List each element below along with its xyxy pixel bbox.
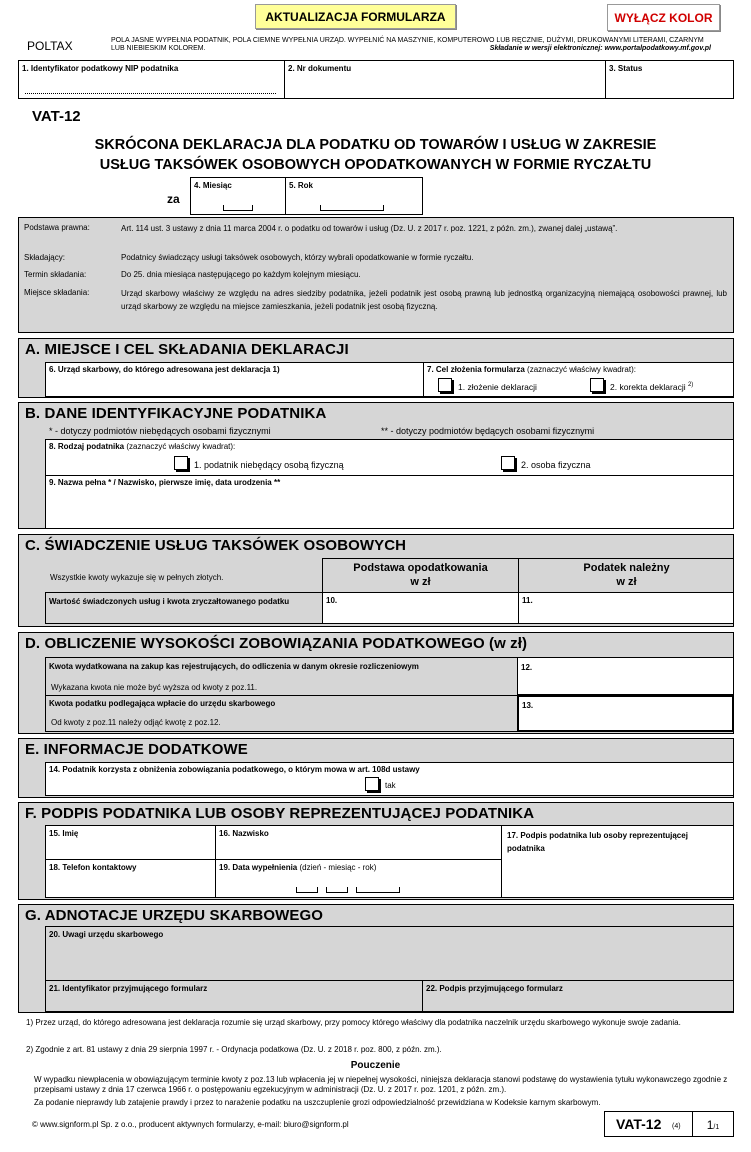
taxpayer-type-field	[45, 439, 734, 476]
taxpayer-type-label: 8. Rodzaj podatnika (zaznaczyć właściwy kwadrat):	[49, 442, 236, 451]
section-a	[18, 338, 734, 398]
info-key-0: Podstawa prawna:	[24, 223, 90, 232]
document-number-field	[284, 60, 606, 99]
nip-ticks	[25, 89, 276, 94]
za-label: za	[167, 192, 180, 206]
status-label: 3. Status	[609, 64, 643, 73]
section-d	[18, 632, 734, 734]
footnote-1: 1) Przez urząd, do którego adresowana jest deklaracja rozumie się urząd skarbowy, przy pomocy którego właściwy dla podatnika naczelnik urzędu skarbowego wykonuje swoje zadania.	[26, 1018, 681, 1027]
info-value-2: Do 25. dnia miesiąca następującego po każdym kolejnym miesiącu.	[121, 270, 361, 279]
option-declaration-label: 1. złożenie deklaracji	[458, 382, 537, 392]
reduction-yes-label: tak	[385, 781, 396, 790]
column-tax-due: Podatek należny w zł	[518, 558, 734, 593]
purpose-field	[423, 362, 734, 397]
nip-label: 1. Identyfikator podatkowy NIP podatnika	[22, 64, 179, 73]
color-toggle-button[interactable]: WYŁĄCZ KOLOR	[607, 4, 720, 31]
info-value-1: Podatnicy świadczący usługi taksówek osobowych, którzy wybrali opodatkowanie w formie ryczałtu.	[121, 253, 474, 262]
info-key-3: Miejsce składania:	[24, 288, 90, 297]
footnote-2: 2) Zgodnie z art. 81 ustawy z dnia 29 sierpnia 1997 r. - Ordynacja podatkowa (Dz. U. z 2018 r. poz. 800, z późn. zm.).	[26, 1045, 442, 1054]
section-a-title: A. MIEJSCE I CEL SKŁADANIA DEKLARACJI	[25, 341, 349, 358]
first-name-field[interactable]: 15. Imię	[45, 825, 216, 860]
full-name-field[interactable]	[45, 475, 734, 529]
info-value-3: Urząd skarbowy właściwy ze względu na adres siedziby podatnika, jeżeli podatnik jest osobą prawną lub jednostką organizacyjną niemającą osobowości prawnej, lub urząd skarbowy ze względu na miejsce zamieszkania, jeżeli podatnik jest osobą fizyczną.	[121, 289, 727, 311]
cash-register-row: Kwota wydatkowana na zakup kas rejestrujących, do odliczenia w danym okresie rozliczeniowym Wykazana kwota nie może być wyższa od kwoty z poz.11.	[45, 657, 518, 696]
amount-note: Wszystkie kwoty wykazuje się w pełnych złotych.	[50, 573, 224, 582]
section-d-title: D. OBLICZENIE WYSOKOŚCI ZOBOWIĄZANIA PODATKOWEGO (w zł)	[25, 635, 528, 652]
checkbox-declaration[interactable]	[438, 378, 452, 392]
checkbox-natural[interactable]	[501, 456, 515, 470]
fill-date-field[interactable]: 19. Data wypełnienia (dzień - miesiąc - rok)	[215, 859, 502, 898]
office-remarks-field: 20. Uwagi urzędu skarbowego	[45, 926, 734, 981]
option-non-natural-label: 1. podatnik niebędący osobą fizyczną	[194, 460, 344, 470]
year-field[interactable]	[285, 177, 423, 215]
services-value-label: Wartość świadczonych usług i kwota zryczałtowanego podatku	[49, 597, 290, 606]
status-field	[605, 60, 734, 99]
electronic-filing-note: Składanie w wersji elektronicznej: www.portalpodatkowy.mf.gov.pl	[489, 45, 711, 52]
poltax-label: POLTAX	[27, 39, 73, 53]
pouczenie-text-1: W wypadku niewpłacenia w obowiązującym terminie kwoty z poz.13 lub wpłacenia jej w niepełnej wysokości, niniejsza deklaracja stanowi podstawę do wystawienia tytułu wykonawczego zgodnie z przepisami ustawy z dnia 17 czerwca 1966 r. o postępowaniu egzekucyjnym w administracji (Dz. U. z 2017 r. poz. 1201, z późn. zm.).	[34, 1075, 728, 1094]
fill-instructions: POLA JASNE WYPEŁNIA PODATNIK, POLA CIEMNE WYPEŁNIA URZĄD. WYPEŁNIĆ NA MASZYNIE, KOMPUTEROWO LUB RĘCZNIE, DUŻYMI, DRUKOWANYMI LITERAMI, CZARNYM LUB NIEBIESKIM KOLOREM.	[111, 37, 704, 52]
info-key-2: Termin składania:	[24, 270, 87, 279]
section-f	[18, 802, 734, 900]
field-13[interactable]: 13.	[517, 695, 734, 732]
note-natural: ** - dotyczy podmiotów będących osobami fizycznymi	[381, 426, 595, 436]
field-10[interactable]: 10.	[322, 592, 519, 624]
last-name-field[interactable]: 16. Nazwisko	[215, 825, 502, 860]
form-code-box: VAT-12 (4)	[604, 1111, 693, 1137]
tax-office-field[interactable]	[45, 362, 424, 397]
section-e	[18, 738, 734, 798]
pouczenie-text-2: Za podanie nieprawdy lub zatajenie prawdy i przez to narażenie podatku na uszczuplenie grozi odpowiedzialność przewidziana w Kodeksie karnym skarbowym.	[34, 1098, 601, 1107]
receiver-signature-field: 22. Podpis przyjmującego formularz	[422, 980, 734, 1012]
field-12[interactable]: 12.	[517, 657, 734, 695]
copyright: © www.signform.pl Sp. z o.o., producent aktywnych formularzy, e-mail: biuro@signform.pl	[32, 1120, 349, 1129]
section-f-title: F. PODPIS PODATNIKA LUB OSOBY REPREZENTUJĄCEJ PODATNIKA	[25, 805, 535, 822]
reduction-field: 14. Podatnik korzysta z obniżenia zobowiązania podatkowego, o którym mowa w art. 108d ustawy tak	[45, 762, 734, 796]
section-b-title: B. DANE IDENTYFIKACYJNE PODATNIKA	[25, 405, 327, 422]
receiver-id-field: 21. Identyfikator przyjmującego formularz	[45, 980, 423, 1012]
year-label: 5. Rok	[289, 181, 314, 190]
month-field[interactable]	[190, 177, 286, 215]
section-e-title: E. INFORMACJE DODATKOWE	[25, 741, 248, 758]
section-g	[18, 904, 734, 1013]
column-tax-base: Podstawa opodatkowania w zł	[353, 562, 488, 588]
section-b	[18, 402, 734, 529]
pouczenie-heading: Pouczenie	[350, 1060, 401, 1071]
checkbox-non-natural[interactable]	[174, 456, 188, 470]
info-key-1: Składający:	[24, 253, 65, 262]
signature-field[interactable]: 17. Podpis podatnika lub osoby reprezentującej podatnika	[501, 825, 734, 898]
full-name-label: 9. Nazwa pełna * / Nazwisko, pierwsze imię, data urodzenia **	[49, 478, 281, 487]
page-number-box: 1/1	[692, 1111, 734, 1137]
month-label: 4. Miesiąc	[194, 181, 232, 190]
checkbox-correction[interactable]	[590, 378, 604, 392]
form-code: VAT-12	[32, 108, 81, 125]
checkbox-reduction-yes[interactable]	[365, 777, 379, 791]
tax-payable-row: Kwota podatku podlegająca wpłacie do urzędu skarbowego Od kwoty z poz.11 należy odjąć kwotę z poz.12.	[45, 695, 518, 732]
section-c	[18, 534, 734, 627]
field-11[interactable]: 11.	[518, 592, 734, 624]
section-c-title: C. ŚWIADCZENIE USŁUG TAKSÓWEK OSOBOWYCH	[25, 537, 407, 554]
form-title-line2: USŁUG TAKSÓWEK OSOBOWYCH OPODATKOWANYCH W FORMIE RYCZAŁTU	[99, 157, 652, 173]
option-correction-label: 2. korekta deklaracji $^{2)}$	[610, 382, 694, 392]
legal-info-block	[18, 217, 734, 333]
tax-office-label: 6. Urząd skarbowy, do którego adresowana jest deklaracja 1)	[49, 365, 280, 374]
option-natural-label: 2. osoba fizyczna	[521, 460, 591, 470]
form-title-line1: SKRÓCONA DEKLARACJA DLA PODATKU OD TOWARÓW I USŁUG W ZAKRESIE	[94, 137, 657, 153]
info-value-0: Art. 114 ust. 3 ustawy z dnia 11 marca 2004 r. o podatku od towarów i usług (Dz. U. z 2017 r. poz. 1221, z późn. zm.), zwanej dalej „ustawą”.	[121, 224, 618, 233]
phone-field[interactable]: 18. Telefon kontaktowy	[45, 859, 216, 898]
doc-number-label: 2. Nr dokumentu	[288, 64, 352, 73]
nip-field[interactable]	[18, 60, 285, 99]
services-value-row	[45, 592, 323, 624]
update-form-button[interactable]: AKTUALIZACJA FORMULARZA	[255, 4, 456, 29]
purpose-label: 7. Cel złożenia formularza (zaznaczyć właściwy kwadrat):	[427, 365, 636, 374]
section-g-title: G. ADNOTACJE URZĘDU SKARBOWEGO	[25, 907, 324, 924]
note-non-natural: * - dotyczy podmiotów niebędących osobami fizycznymi	[49, 426, 271, 436]
